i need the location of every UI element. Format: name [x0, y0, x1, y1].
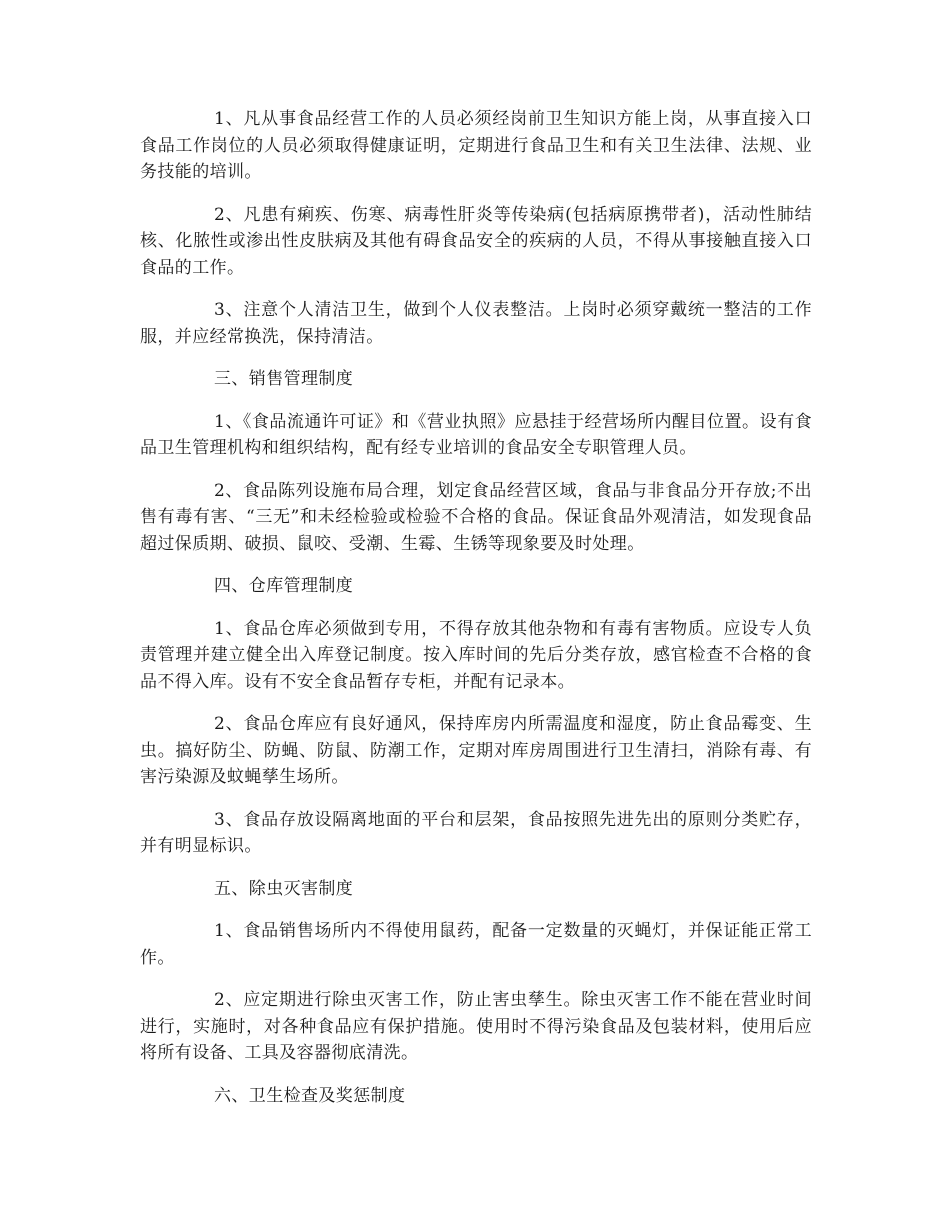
document-page — [140, 106, 812, 1125]
paragraph: 2、食品仓库应有良好通风，保持库房内所需温度和湿度，防止食品霉变、生虫。搞好防尘、防蝇、防鼠、防潮工作，定期对库房周围进行卫生清扫，消除有毒、有害污染源及蚊蝇孳生场所。 — [140, 714, 812, 787]
paragraph: 1、食品仓库必须做到专用，不得存放其他杂物和有毒有害物质。应设专人负责管理并建立健全出入库登记制度。按入库时间的先后分类存放，感官检查不合格的食品不得入库。设有不安全食品暂存专柜，并配有记录本。 — [140, 618, 812, 692]
section-heading: 五、除虫灭害制度 — [214, 878, 354, 899]
paragraph: 1、凡从事食品经营工作的人员必须经岗前卫生知识方能上岗，从事直接入口食品工作岗位的人员必须取得健康证明，定期进行食品卫生和有关卫生法律、法规、业务技能的培训。 — [140, 109, 812, 182]
paragraph: 3、注意个人清洁卫生，做到个人仪表整洁。上岗时必须穿戴统一整洁的工作服，并应经常换洗，保持清洁。 — [140, 300, 812, 347]
section-heading: 六、卫生检查及奖惩制度 — [214, 1085, 406, 1106]
paragraph: 3、食品存放设隔离地面的平台和层架，食品按照先进先出的原则分类贮存，并有明显标识。 — [140, 809, 812, 856]
paragraph: 1、《食品流通许可证》和《营业执照》应悬挂于经营场所内醒目位置。设有食品卫生管理机构和组织结构，配有经专业培训的食品安全专职管理人员。 — [140, 411, 812, 458]
paragraph: 1、食品销售场所内不得使用鼠药，配备一定数量的灭蝇灯，并保证能正常工作。 — [140, 921, 812, 968]
paragraph: 2、凡患有痢疾、伤寒、病毒性肝炎等传染病(包括病原携带者)，活动性肺结核、化脓性或渗出性皮肤病及其他有碍食品安全的疾病的人员，不得从事接触直接入口食品的工作。 — [140, 204, 812, 278]
section-heading: 四、仓库管理制度 — [214, 576, 354, 596]
paragraph: 2、食品陈列设施布局合理，划定食品经营区域，食品与非食品分开存放;不出售有毒有害、“三无”和未经检验或检验不合格的食品。保证食品外观清洁，如发现食品超过保质期、破损、鼠咬、受潮、生霉、生锈等现象要及时处理。 — [140, 480, 812, 554]
paragraph: 2、应定期进行除虫灭害工作，防止害虫孳生。除虫灭害工作不能在营业时间进行，实施时，对各种食品应有保护措施。使用时不得污染食品及包装材料，使用后应将所有设备、工具及容器彻底清洗。 — [140, 990, 812, 1063]
section-heading: 三、销售管理制度 — [214, 369, 354, 389]
